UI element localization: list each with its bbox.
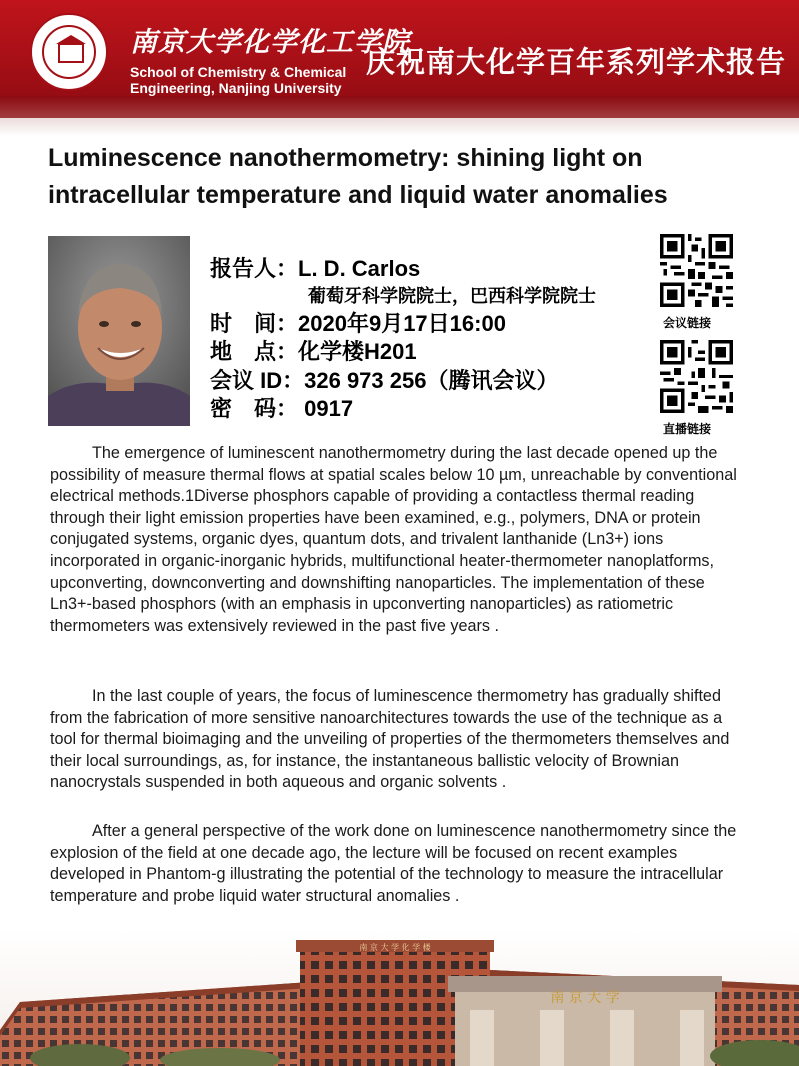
seal-building-icon xyxy=(58,43,84,63)
seal-inner-ring xyxy=(42,25,96,79)
abstract-paragraph-3: After a general perspective of the work done on luminescence nanothermometry since the explosion of the field at one decade ago, the lecture will be focused on recent examples developed in Phantom-g illustrating the potential of the technology to measure the intracellular temperature and probe liquid water structural anomalies . xyxy=(50,822,737,905)
time-value: 2020年9月17日16:00 xyxy=(298,311,506,336)
speaker-label: 报告人： xyxy=(210,256,299,281)
qr-code-icon xyxy=(660,340,733,413)
place-row xyxy=(210,335,417,366)
roof-sign-text: 南 京 大 学 化 学 楼 xyxy=(359,943,431,952)
school-name-cn: 南京大学化学化工学院 xyxy=(130,27,410,58)
series-title: 庆祝南大化学百年系列学术报告 xyxy=(366,47,787,79)
meeting-id-row xyxy=(210,364,558,395)
time-label: 时 间： xyxy=(210,311,299,336)
password-row xyxy=(210,392,353,423)
place-label: 地 点： xyxy=(210,339,299,364)
talk-title-line1: Luminescence nanothermometry: shining light on xyxy=(48,144,643,172)
abstract-paragraph-1: The emergence of luminescent nanothermometry during the last decade opened up the possibility of measure thermal flows at spatial scales below 10 µm, unreachable by conventional electrical methods.1Diverse phosphors capable of providing a contactless thermal reading through their light emission properties have been examined, e.g., polymers, DNA or protein conjugated systems, organic dyes, quantum dots, and trivalent lanthanide (Ln3+) ions incorporated in organic-inorganic hybrids, multifunctional heater-thermometer nanoplatforms, upconverting, downconverting and downshifting nanoparticles. The implementation of these Ln3+-based phosphors (with an emphasis in upconverting nanoparticles) as ratiometric thermometers was extensively reviewed in the past five years . xyxy=(50,444,737,635)
live-qr-label: 直播链接 xyxy=(663,422,712,436)
chemistry-building-illustration xyxy=(0,930,799,1066)
live-qr-code[interactable] xyxy=(660,340,733,413)
qr-code-icon xyxy=(660,234,733,307)
building-image xyxy=(0,930,799,1066)
school-name-en-line1: School of Chemistry & Chemical xyxy=(130,64,347,80)
header-banner-fade xyxy=(0,96,799,136)
meeting-id-value: 326 973 256（腾讯会议） xyxy=(304,368,559,393)
speaker-row xyxy=(210,252,420,283)
speaker-affiliation: 葡萄牙科学院院士，巴西科学院院士 xyxy=(308,286,596,306)
time-row xyxy=(210,307,506,338)
talk-title-line2: intracellular temperature and liquid water anomalies xyxy=(48,181,668,209)
meeting-qr-code[interactable] xyxy=(660,234,733,307)
gate-sign-text: 南 京 大 学 xyxy=(550,990,620,1006)
school-name-en-line2: Engineering, Nanjing University xyxy=(130,80,342,96)
place-value: 化学楼H201 xyxy=(298,339,417,364)
password-label: 密 码： xyxy=(210,396,299,421)
talk-title xyxy=(48,140,768,214)
abstract-paragraph-2: In the last couple of years, the focus of luminescence thermometry has gradually shifted from the fabrication of more sensitive nanoarchitectures towards the use of the technique as a tool for thermal bioimaging and the unveiling of properties of the thermometers themselves and their local surroundings, as, for instance, the instantaneous ballistic velocity of Brownian nanocrystals suspended in both aqueous and organic solvents . xyxy=(50,687,730,792)
speaker-photo xyxy=(48,236,190,426)
meeting-id-label: 会议 ID： xyxy=(210,368,305,393)
password-value: 0917 xyxy=(298,396,354,421)
school-seal-logo xyxy=(30,13,108,91)
speaker-portrait-image xyxy=(48,236,190,426)
meeting-qr-label: 会议链接 xyxy=(663,316,712,330)
speaker-name: L. D. Carlos xyxy=(298,256,421,281)
